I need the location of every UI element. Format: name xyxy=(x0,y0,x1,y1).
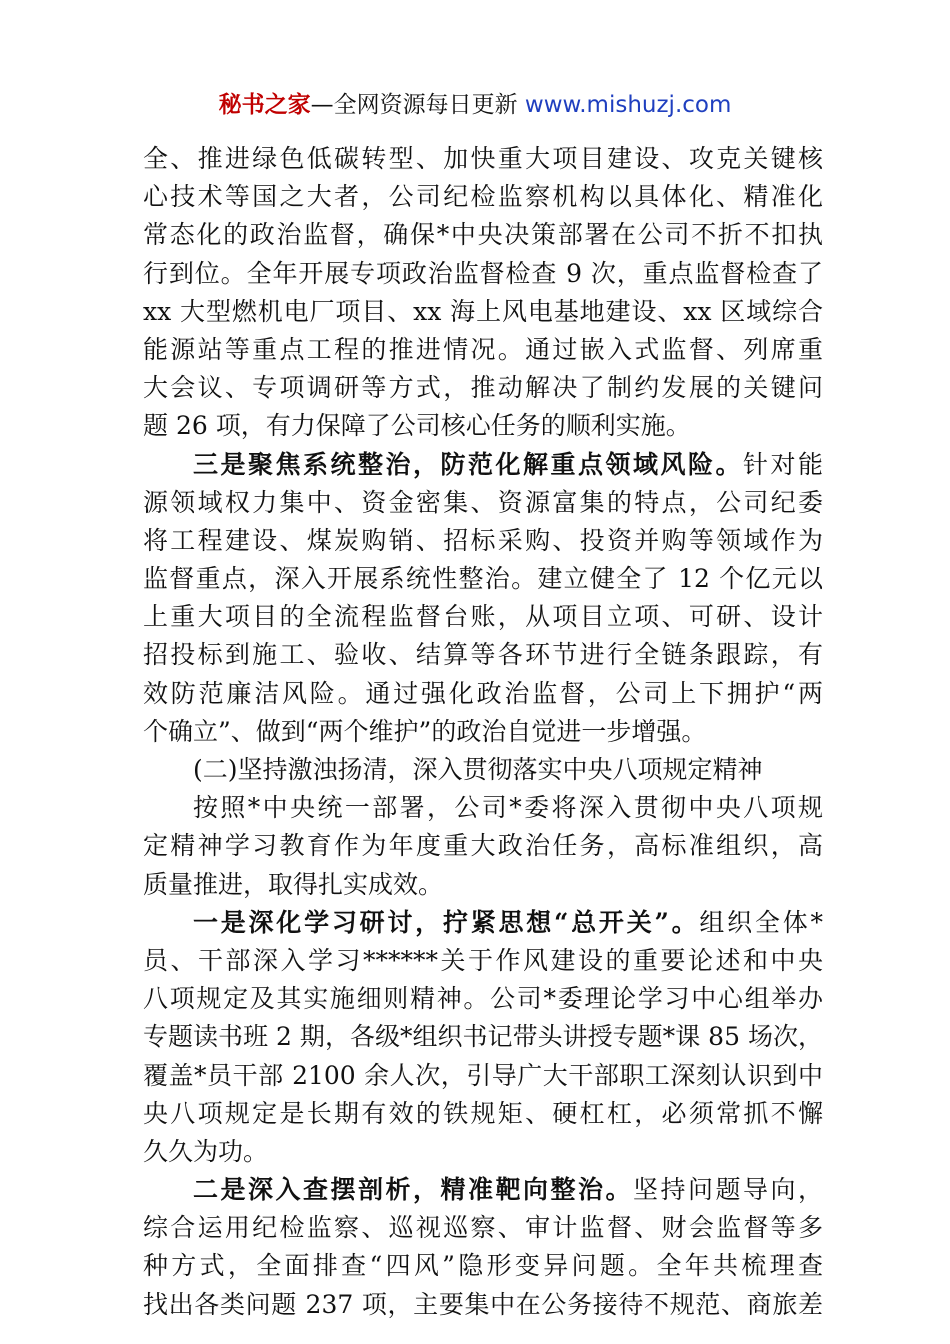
paragraph xyxy=(143,751,823,789)
line-text: 监督重点，深入开展系统性整治。建立健全了 12 个亿元以 xyxy=(143,564,823,594)
line-text: 质量推进，取得扎实成效。 xyxy=(143,869,444,899)
text-line xyxy=(143,1286,823,1324)
text-line xyxy=(143,293,823,331)
text-line xyxy=(143,866,823,904)
text-line xyxy=(143,598,823,636)
line-text: 将工程建设、煤炭购销、招标采购、投资并购等领域作为 xyxy=(143,525,823,555)
text-line xyxy=(143,1133,823,1171)
line-text: (二)坚持激浊扬清，深入贯彻落实中央八项规定精神 xyxy=(193,755,763,784)
text-line xyxy=(143,522,823,560)
text-line xyxy=(143,560,823,598)
bold-heading: 二是深入查摆剖析，精准靶向整治。 xyxy=(193,1175,633,1205)
line-text: 上重大项目的全流程监督台账，从项目立项、可研、设计 xyxy=(143,602,823,632)
text-line xyxy=(143,1209,823,1247)
header-tagline: —全网资源每日更新 xyxy=(310,92,525,118)
text-line xyxy=(143,636,823,674)
line-text: 专题读书班 2 期，各级*组织书记带头讲授专题*课 85 场次， xyxy=(143,1022,823,1052)
line-text: 招投标到施工、验收、结算等各环节进行全链条跟踪，有 xyxy=(143,640,823,670)
bold-heading: 三是聚焦系统整治，防范化解重点领域风险。 xyxy=(193,449,743,479)
text-line xyxy=(143,331,823,369)
document-body xyxy=(143,140,823,1324)
text-line xyxy=(143,1095,823,1133)
line-text: 综合运用纪检监察、巡视巡察、审计监督、财会监督等多 xyxy=(143,1213,823,1243)
site-header xyxy=(0,88,950,122)
line-text: 效防范廉洁风险。通过强化政治监督，公司上下拥护“两 xyxy=(143,678,823,708)
paragraph xyxy=(143,904,823,1171)
line-text: 久久为功。 xyxy=(143,1136,269,1166)
line-text: 行到位。全年开展专项政治监督检查 9 次，重点监督检查了 xyxy=(143,258,823,288)
paragraph xyxy=(143,446,823,752)
line-text: 能源站等重点工程的推进情况。通过嵌入式监督、列席重 xyxy=(143,334,823,364)
line-text: 种方式，全面排查“四风”隐形变异问题。全年共梳理查 xyxy=(143,1251,823,1281)
line-text: 央八项规定是长期有效的铁规矩、硬杠杠，必须常抓不懈 xyxy=(143,1098,823,1128)
line-text: 题 26 项，有力保障了公司核心任务的顺利实施。 xyxy=(143,411,691,441)
text-line xyxy=(143,751,823,789)
text-line xyxy=(143,407,823,445)
line-text: 找出各类问题 237 项，主要集中在公务接待不规范、商旅差 xyxy=(143,1289,823,1319)
line-text: 八项规定及其实施细则精神。公司*委理论学习中心组举办 xyxy=(143,984,823,1014)
text-line xyxy=(143,1247,823,1285)
bold-heading: 一是深化学习研讨，拧紧思想“总开关”。 xyxy=(193,907,700,937)
line-text: 按照*中央统一部署，公司*委将深入贯彻中央八项规 xyxy=(193,793,823,823)
text-line xyxy=(143,1057,823,1095)
line-text: 全、推进绿色低碳转型、加快重大项目建设、攻克关键核 xyxy=(143,144,823,173)
text-line xyxy=(143,789,823,827)
line-text: 大会议、专项调研等方式，推动解决了制约发展的关键问 xyxy=(143,373,823,403)
text-line xyxy=(143,904,823,942)
text-line xyxy=(143,446,823,484)
text-line xyxy=(143,216,823,254)
line-text: 针对能 xyxy=(742,449,823,479)
paragraph xyxy=(143,1171,823,1324)
text-line xyxy=(143,140,823,178)
text-line xyxy=(143,178,823,216)
text-line xyxy=(143,369,823,407)
text-line xyxy=(143,1171,823,1209)
site-brand: 秘书之家 xyxy=(218,92,311,118)
line-text: xx 大型燃机电厂项目、xx 海上风电基地建设、xx 区域综合 xyxy=(143,296,823,326)
line-text: 组织全体* xyxy=(699,907,823,937)
line-text: 员、干部深入学习******关于作风建设的重要论述和中央 xyxy=(143,945,823,975)
text-line xyxy=(143,827,823,865)
text-line xyxy=(143,675,823,713)
line-text: 坚持问题导向， xyxy=(632,1175,823,1205)
line-text: 定精神学习教育作为年度重大政治任务，高标准组织，高 xyxy=(143,831,823,861)
line-text: 覆盖*员干部 2100 余人次，引导广大干部职工深刻认识到中 xyxy=(143,1060,823,1090)
line-text: 常态化的政治监督，确保*中央决策部署在公司不折不扣执 xyxy=(143,220,823,250)
line-text: 心技术等国之大者，公司纪检监察机构以具体化、精准化 xyxy=(143,182,823,212)
paragraph xyxy=(143,789,823,904)
text-line xyxy=(143,255,823,293)
site-url-link[interactable]: www.mishuzj.com xyxy=(524,92,732,118)
line-text: 源领域权力集中、资金密集、资源富集的特点，公司纪委 xyxy=(143,487,823,517)
text-line xyxy=(143,942,823,980)
text-line xyxy=(143,1018,823,1056)
paragraph xyxy=(143,140,823,446)
line-text: 个确立”、做到“两个维护”的政治自觉进一步增强。 xyxy=(143,716,707,746)
text-line xyxy=(143,484,823,522)
text-line xyxy=(143,713,823,751)
text-line xyxy=(143,980,823,1018)
